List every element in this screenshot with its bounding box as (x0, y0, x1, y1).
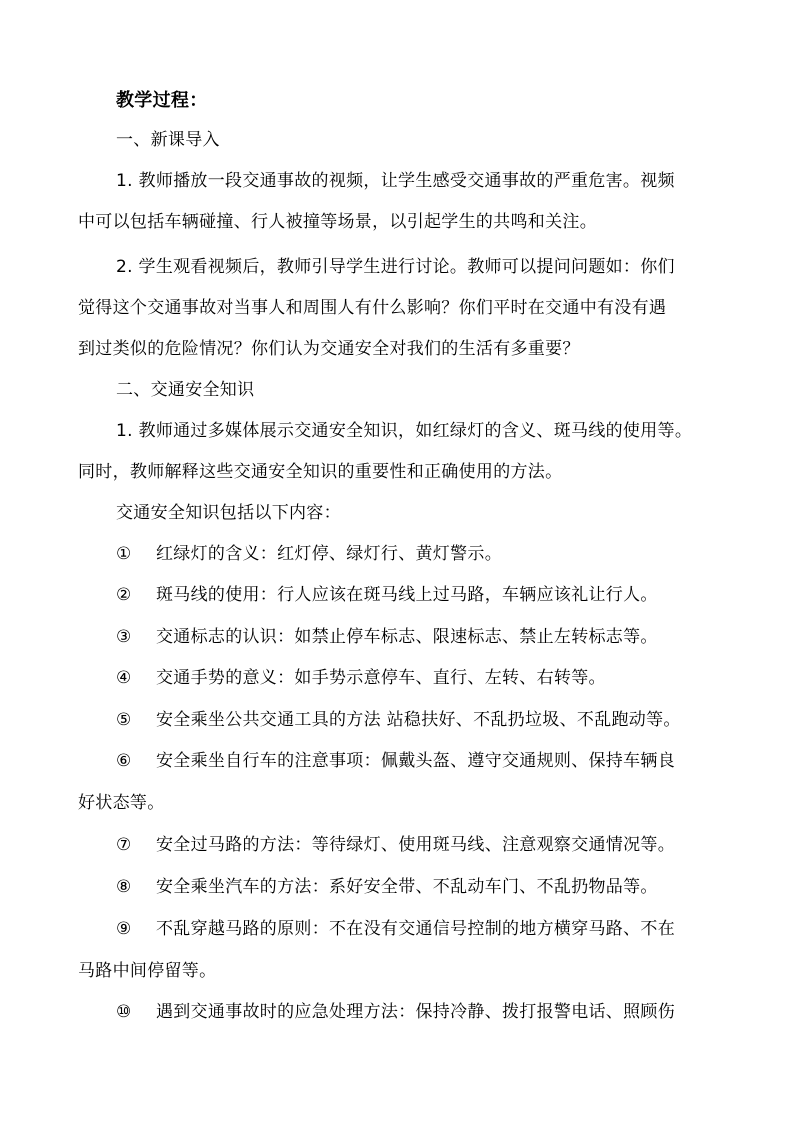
list-item (116, 834, 675, 856)
section1-heading: 一、新课导入 (116, 130, 220, 150)
list-marker: ⑨ (116, 919, 132, 939)
section1-item2-line1: 2. 学生观看视频后，教师引导学生进行讨论。教师可以提问问题如：你们 (116, 257, 675, 277)
list-marker: ① (116, 544, 132, 564)
list-marker: ④ (116, 668, 132, 688)
section2-intro: 交通安全知识包括以下内容： (116, 503, 341, 523)
list-marker: ⑦ (116, 835, 132, 855)
list-item (116, 876, 658, 898)
list-item (116, 543, 502, 565)
list-marker: ③ (116, 627, 132, 647)
list-item (116, 1001, 675, 1023)
list-item (116, 626, 658, 648)
list-marker: ⑩ (116, 1002, 132, 1022)
list-text: 安全过马路的方法：等待绿灯、使用斑马线、注意观察交通情况等。 (156, 835, 675, 855)
list-text: 安全乘坐自行车的注意事项：佩戴头盔、遵守交通规则、保持车辆良 (156, 751, 675, 771)
section1-item1-line2: 中可以包括车辆碰撞、行人被撞等场景，以引起学生的共鸣和关注。 (78, 212, 597, 232)
list-text: 交通标志的认识：如禁止停车标志、限速标志、禁止左转标志等。 (156, 627, 658, 647)
list-item-continuation: 好状态等。 (78, 793, 165, 813)
section1-item2-line2: 觉得这个交通事故对当事人和周围人有什么影响？你们平时在交通中有没有遇 (78, 298, 667, 318)
list-item (116, 584, 658, 606)
list-marker: ② (116, 585, 132, 605)
list-marker: ⑧ (116, 877, 132, 897)
list-item (116, 918, 675, 940)
section1-item1-line1: 1. 教师播放一段交通事故的视频，让学生感受交通事故的严重危害。视频 (116, 171, 675, 191)
list-text: 交通手势的意义：如手势示意停车、直行、左转、右转等。 (156, 668, 606, 688)
section1-item2-line3: 到过类似的危险情况？你们认为交通安全对我们的生活有多重要？ (78, 339, 580, 359)
section2-item1-line2: 同时，教师解释这些交通安全知识的重要性和正确使用的方法。 (78, 462, 563, 482)
page-title: 教学过程： (116, 90, 208, 111)
list-text: 遇到交通事故时的应急处理方法：保持冷静、拨打报警电话、照顾伤 (156, 1002, 675, 1022)
list-item-continuation: 马路中间停留等。 (78, 961, 217, 981)
section2-item1-line1: 1. 教师通过多媒体展示交通安全知识，如红绿灯的含义、斑马线的使用等。 (116, 421, 693, 441)
list-marker: ⑥ (116, 751, 132, 771)
list-text: 安全乘坐汽车的方法：系好安全带、不乱动车门、不乱扔物品等。 (156, 877, 658, 897)
list-item (116, 667, 606, 689)
list-marker: ⑤ (116, 710, 132, 730)
list-text: 斑马线的使用：行人应该在斑马线上过马路，车辆应该礼让行人。 (156, 585, 658, 605)
list-text: 不乱穿越马路的原则：不在没有交通信号控制的地方横穿马路、不在 (156, 919, 675, 939)
list-item (116, 709, 681, 731)
list-item (116, 750, 675, 772)
list-text: 安全乘坐公共交通工具的方法 站稳扶好、不乱扔垃圾、不乱跑动等。 (156, 710, 681, 730)
list-text: 红绿灯的含义：红灯停、绿灯行、黄灯警示。 (156, 544, 502, 564)
section2-heading: 二、交通安全知识 (116, 380, 255, 400)
